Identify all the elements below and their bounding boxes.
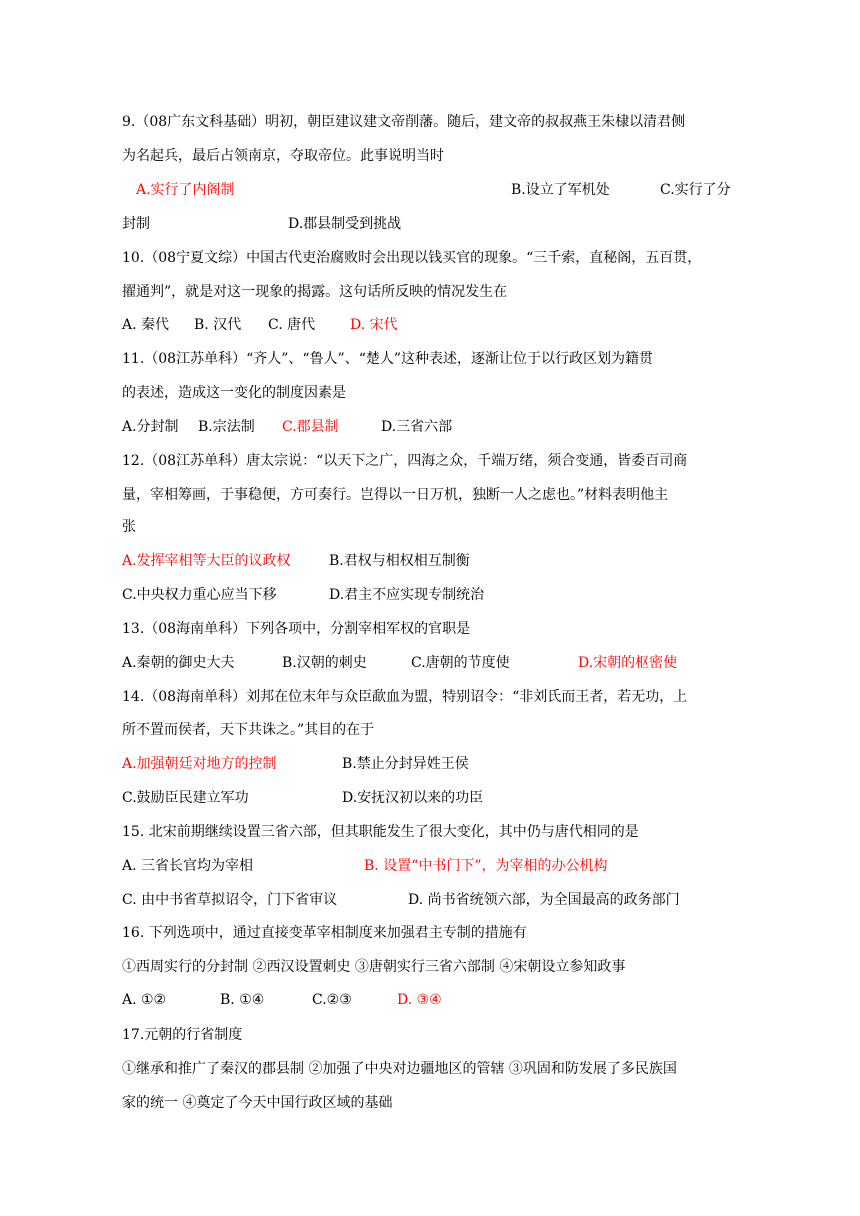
q15-option-c: C. 由中书省草拟诏令，门下省审议 <box>122 892 338 908</box>
q14-option-d: D.安抚汉初以来的功臣 <box>342 790 484 806</box>
q12-option-a-answer: A.发挥宰相等大臣的议政权 <box>122 553 291 569</box>
q9-option-a-answer: A.实行了内阁制 <box>136 182 235 198</box>
q10-option-d-answer: D. 宋代 <box>350 317 398 333</box>
q15-option-b-answer: B. 设置“中书门下”，为宰相的办公机构 <box>364 858 608 874</box>
q16-option-b: B. ①④ <box>220 992 265 1008</box>
q15-stem-line1: 15. 北宋前期继续设置三省六部，但其职能发生了很大变化，其中仍与唐代相同的是 <box>122 824 639 840</box>
q13-option-d-answer: D.宋朝的枢密使 <box>578 655 678 671</box>
q15-option-a: A. 三省长官均为宰相 <box>122 858 254 874</box>
q14-stem-line2: 所不置而侯者，天下共诛之。”其目的在于 <box>122 722 375 738</box>
q17-items-line2: 家的统一 ④奠定了今天中国行政区域的基础 <box>122 1095 393 1111</box>
q13-stem-line1: 13.（08海南单科）下列各项中，分割宰相军权的官职是 <box>122 621 471 637</box>
q10-stem-line1: 10.（08宁夏文综）中国古代吏治腐败时会出现以钱买官的现象。“三千索，直秘阁，五百贯， <box>122 250 702 266</box>
q12-stem-line2: 量，宰相筹画，于事稳便，方可奏行。岂得以一日万机，独断一人之虑也。”材料表明他主 <box>122 487 669 503</box>
q14-option-c: C.鼓励臣民建立军功 <box>122 790 249 806</box>
q16-option-d-answer: D. ③④ <box>397 992 442 1008</box>
q13-option-a: A.秦朝的御史大夫 <box>122 655 235 671</box>
q16-option-c: C.②③ <box>312 992 352 1008</box>
q11-stem-line2: 的表述，造成这一变化的制度因素是 <box>122 385 346 401</box>
q17-items-line1: ①继承和推广了秦汉的郡县制 ②加强了中央对边疆地区的管辖 ③巩固和防发展了多民族国 <box>122 1061 677 1077</box>
q11-option-d: D.三省六部 <box>381 419 453 435</box>
q17-stem-line1: 17.元朝的行省制度 <box>122 1027 243 1043</box>
q13-option-b: B.汉朝的刺史 <box>282 655 367 671</box>
q11-option-c-answer: C.郡县制 <box>282 419 339 435</box>
q16-items: ①西周实行的分封制 ②西汉设置刺史 ③唐朝实行三省六部制 ④宋朝设立参知政事 <box>122 959 626 975</box>
q9-option-d: D.郡县制受到挑战 <box>288 216 402 232</box>
q12-option-c: C.中央权力重心应当下移 <box>122 587 277 603</box>
q12-stem-line1: 12.（08江苏单科）唐太宗说：“以天下之广，四海之众，千端万绪，须合变通，皆委百司商 <box>122 453 688 469</box>
q10-option-b: B. 汉代 <box>194 317 242 333</box>
q15-option-d: D. 尚书省统领六部，为全国最高的政务部门 <box>408 892 680 908</box>
q11-option-a: A.分封制 <box>122 419 179 435</box>
q10-option-c: C. 唐代 <box>268 317 316 333</box>
q14-option-a-answer: A.加强朝廷对地方的控制 <box>122 756 277 772</box>
q9-option-b: B.设立了军机处 <box>511 182 610 198</box>
q9-option-c: C.实行了分 <box>660 182 731 198</box>
q9-stem-line1: 9.（08广东文科基础）明初，朝臣建议建文帝削藩。随后，建文帝的叔叔燕王朱棣以清君侧 <box>122 114 686 130</box>
q10-stem-line2: 擢通判”，就是对这一现象的揭露。这句话所反映的情况发生在 <box>122 284 508 300</box>
q9-option-c-continued: 封制 <box>122 216 150 232</box>
q12-option-d: D.君主不应实现专制统治 <box>329 587 485 603</box>
q12-option-b: B.君权与相权相互制衡 <box>329 553 470 569</box>
q16-stem-line1: 16. 下列选项中，通过直接变革宰相制度来加强君主专制的措施有 <box>122 925 527 941</box>
q10-option-a: A. 秦代 <box>122 317 170 333</box>
q14-stem-line1: 14.（08海南单科）刘邦在位末年与众臣歃血为盟，特别诏令：“非刘氏而王者，若无功，上 <box>122 689 688 705</box>
q11-stem-line1: 11.（08江苏单科）“齐人”、“鲁人”、“楚人”这种表述，逐渐让位于以行政区划为籍贯 <box>122 351 654 367</box>
q13-option-c: C.唐朝的节度使 <box>411 655 510 671</box>
q9-stem-line2: 为名起兵，最后占领南京，夺取帝位。此事说明当时 <box>122 148 444 164</box>
q11-option-b: B.宗法制 <box>198 419 255 435</box>
q16-option-a: A. ①② <box>122 992 167 1008</box>
q12-stem-line3: 张 <box>122 519 136 535</box>
q14-option-b: B.禁止分封异姓王侯 <box>342 756 469 772</box>
